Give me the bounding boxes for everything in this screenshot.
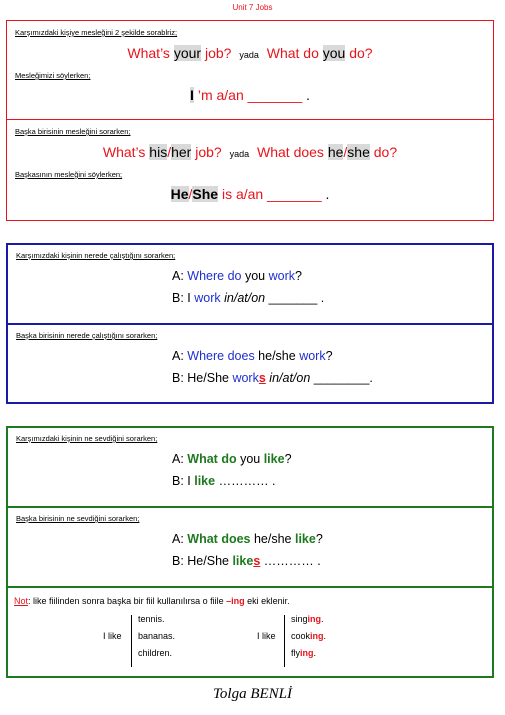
text: ’m a/an bbox=[193, 87, 248, 103]
text: job? bbox=[191, 144, 222, 160]
text: she bbox=[347, 144, 370, 160]
question-line bbox=[7, 45, 493, 61]
text: Where do bbox=[187, 269, 242, 283]
text: What’s bbox=[102, 144, 150, 160]
divider bbox=[284, 615, 285, 667]
ing-verb-list bbox=[291, 611, 326, 662]
text: he bbox=[327, 144, 344, 160]
text: . bbox=[321, 186, 330, 202]
section-label: Başka birisinin ne sevdiğini sorarken; bbox=[16, 514, 140, 523]
section-label: Mesleğimizi söylerken; bbox=[15, 71, 91, 80]
text: A: bbox=[172, 452, 188, 466]
question-line bbox=[7, 144, 493, 160]
text: ? bbox=[315, 532, 323, 546]
text: ing bbox=[300, 648, 314, 658]
answer-line bbox=[7, 186, 493, 202]
text: her bbox=[171, 144, 192, 160]
question-line bbox=[172, 532, 323, 546]
author-signature: Tolga BENLİ bbox=[212, 686, 293, 702]
list-item: bananas. bbox=[138, 631, 176, 641]
text: work bbox=[232, 371, 259, 385]
text: / bbox=[188, 186, 193, 202]
list-item bbox=[291, 628, 326, 645]
divider bbox=[131, 615, 132, 667]
text: job? bbox=[201, 45, 232, 61]
text: / bbox=[167, 144, 172, 160]
i-like-label: I like bbox=[103, 631, 122, 641]
answer-line bbox=[172, 371, 373, 385]
text: A: bbox=[172, 532, 188, 546]
text: is a/an bbox=[218, 186, 268, 202]
text: B: I bbox=[172, 474, 195, 488]
jobs-box bbox=[6, 20, 494, 221]
section-label: Başka birisinin nerede çalıştığını sorarken; bbox=[16, 331, 158, 340]
ask-what-he-she-likes-section bbox=[8, 508, 492, 588]
text: What’s bbox=[127, 45, 174, 61]
text: sing bbox=[291, 614, 308, 624]
text: ing bbox=[310, 631, 324, 641]
text: What do bbox=[266, 45, 323, 61]
text: I bbox=[190, 87, 194, 103]
text: his bbox=[149, 144, 168, 160]
section-label: Karşımızdaki kişiye mesleğini 2 şekilde sorablriz; bbox=[15, 28, 178, 37]
text: ? bbox=[284, 452, 292, 466]
text: work bbox=[194, 291, 221, 305]
ask-his-her-job-section bbox=[7, 120, 493, 220]
note-label: Not bbox=[14, 596, 29, 606]
where-work-box bbox=[6, 243, 494, 404]
text: you bbox=[236, 452, 264, 466]
ask-your-job-section bbox=[7, 21, 493, 120]
text: he/she bbox=[250, 532, 295, 546]
note-line bbox=[14, 596, 290, 606]
list-item bbox=[291, 611, 326, 628]
text: s bbox=[258, 371, 266, 385]
text: ________. bbox=[310, 371, 373, 385]
text: . bbox=[323, 631, 327, 641]
list-item bbox=[291, 645, 326, 662]
section-label: Karşımızdaki kişinin nerede çalıştığını sorarken; bbox=[16, 251, 176, 260]
answer-line bbox=[172, 291, 324, 305]
text: like bbox=[294, 532, 316, 546]
text: B: He/She bbox=[172, 371, 233, 385]
text: you bbox=[322, 45, 346, 61]
text: ing bbox=[307, 614, 322, 624]
text: He bbox=[170, 186, 189, 202]
text: yada bbox=[229, 149, 250, 159]
text: _______ bbox=[247, 87, 303, 103]
text: B: He/She bbox=[172, 554, 233, 568]
text: / bbox=[343, 144, 348, 160]
text: you bbox=[241, 269, 269, 283]
question-line bbox=[172, 452, 292, 466]
text: in/at/on bbox=[224, 291, 266, 305]
text: like bbox=[232, 554, 254, 568]
text: Where does bbox=[187, 349, 255, 363]
ask-where-he-she-works-section bbox=[8, 325, 492, 402]
answer-line bbox=[172, 554, 321, 568]
noun-list bbox=[138, 611, 175, 662]
question-line bbox=[172, 349, 333, 363]
text: do? bbox=[369, 144, 398, 160]
text: She bbox=[192, 186, 219, 202]
text: : like fiilinden sonra başka bir fiil kullanılırsa o fiile bbox=[28, 596, 227, 606]
text: like bbox=[194, 474, 216, 488]
text: work bbox=[299, 349, 326, 363]
text: B: I bbox=[172, 291, 195, 305]
ing-note-section bbox=[8, 588, 492, 676]
text: A: bbox=[172, 269, 188, 283]
text: ………… . bbox=[215, 474, 276, 488]
text: fly bbox=[291, 648, 300, 658]
text: eki eklenir. bbox=[244, 596, 290, 606]
text: ………… . bbox=[260, 554, 321, 568]
text: _______ . bbox=[265, 291, 325, 305]
text: ? bbox=[325, 349, 333, 363]
text: he/she bbox=[254, 349, 300, 363]
text: What does bbox=[257, 144, 328, 160]
text: like bbox=[263, 452, 285, 466]
text: A: bbox=[172, 349, 188, 363]
text: do? bbox=[345, 45, 373, 61]
text: . bbox=[302, 87, 310, 103]
text: cook bbox=[291, 631, 311, 641]
text: ? bbox=[295, 269, 302, 283]
text: work bbox=[268, 269, 296, 283]
likes-box bbox=[6, 426, 494, 678]
text: s bbox=[253, 554, 261, 568]
list-item: tennis. bbox=[138, 614, 165, 624]
section-label: Başkasının mesleğini söylerken; bbox=[15, 170, 123, 179]
section-label: Başka birisinin mesleğini sorarken; bbox=[15, 127, 131, 136]
list-item: children. bbox=[138, 648, 173, 658]
text: your bbox=[173, 45, 202, 61]
page-title: Unit 7 Jobs bbox=[232, 3, 273, 12]
text: –ing bbox=[226, 596, 245, 606]
text: What do bbox=[187, 452, 237, 466]
text: in/at/on bbox=[269, 371, 311, 385]
question-line bbox=[172, 269, 302, 283]
text: yada bbox=[239, 50, 259, 60]
text: . bbox=[321, 614, 324, 624]
ask-what-you-like-section bbox=[8, 428, 492, 508]
text: . bbox=[313, 648, 317, 658]
text: _______ bbox=[267, 186, 322, 202]
ask-where-you-work-section bbox=[8, 245, 492, 325]
section-label: Karşımızdaki kişinin ne sevdiğini sorarken; bbox=[16, 434, 158, 443]
answer-line bbox=[172, 474, 276, 488]
answer-line bbox=[7, 87, 493, 103]
text: What does bbox=[187, 532, 251, 546]
i-like-label: I like bbox=[257, 631, 276, 641]
